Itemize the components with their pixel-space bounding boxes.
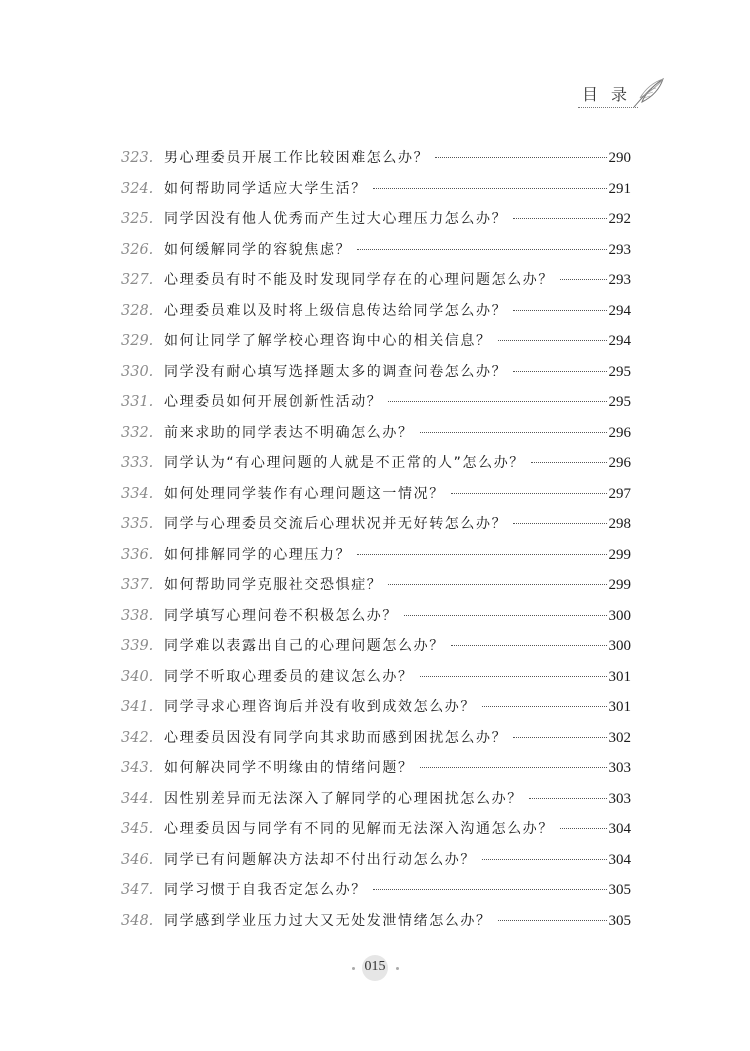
toc-entry[interactable] xyxy=(121,300,631,331)
toc-dot-leader xyxy=(373,188,607,189)
toc-entry-page: 297 xyxy=(608,485,631,502)
toc-entry-number: 333. xyxy=(121,455,154,471)
toc-entry-title: 如何帮助同学克服社交恐惧症？ xyxy=(164,577,383,593)
page-number-dot-right xyxy=(396,967,399,970)
toc-entry-number: 328. xyxy=(121,302,154,319)
toc-dot-leader xyxy=(357,249,606,250)
toc-entry[interactable] xyxy=(121,483,631,514)
toc-entry-title: 如何让同学了解学校心理咨询中心的相关信息？ xyxy=(164,333,492,349)
toc-dot-leader xyxy=(420,432,607,433)
toc-entry-number: 348. xyxy=(121,912,154,929)
toc-dot-leader xyxy=(388,584,606,585)
toc-dot-leader xyxy=(498,340,607,341)
toc-entry-page: 291 xyxy=(608,180,631,197)
toc-dot-leader xyxy=(420,676,607,677)
toc-entry-title: 同学寻求心理咨询后并没有收到成效怎么办？ xyxy=(164,699,476,715)
toc-dot-leader xyxy=(513,523,606,524)
toc-entry-page: 294 xyxy=(608,302,631,319)
toc-entry-page: 303 xyxy=(608,760,631,776)
toc-entry-page: 301 xyxy=(608,668,631,685)
toc-entry-number: 340. xyxy=(121,668,154,685)
toc-entry-title: 心理委员因与同学有不同的见解而无法深入沟通怎么办？ xyxy=(164,821,554,837)
toc-dot-leader xyxy=(388,401,606,402)
toc-entry-page: 292 xyxy=(608,211,631,227)
toc-dot-leader xyxy=(513,371,606,372)
toc-entry-number: 345. xyxy=(121,821,154,837)
toc-entry-page: 305 xyxy=(608,912,631,929)
toc-entry-number: 331. xyxy=(121,394,154,410)
toc-entry-title: 同学已有问题解决方法却不付出行动怎么办？ xyxy=(164,851,476,868)
toc-entry-title: 如何解决同学不明缘由的情绪问题？ xyxy=(164,760,414,776)
toc-entry[interactable] xyxy=(121,147,631,178)
toc-entry-number: 326. xyxy=(121,241,154,258)
toc-entry-page: 296 xyxy=(608,424,631,441)
toc-entry[interactable] xyxy=(121,788,631,819)
toc-dot-leader xyxy=(560,828,607,829)
toc-dot-leader xyxy=(357,554,606,555)
toc-entry-title: 心理委员难以及时将上级信息传达给同学怎么办？ xyxy=(164,302,508,319)
toc-entry-title: 同学习惯于自我否定怎么办？ xyxy=(164,882,367,898)
toc-entry-title: 同学与心理委员交流后心理状况并无好转怎么办？ xyxy=(164,516,508,532)
toc-entry[interactable] xyxy=(121,422,631,453)
toc-entry-number: 324. xyxy=(121,180,154,197)
toc-entry-page: 302 xyxy=(608,729,631,746)
toc-dot-leader xyxy=(529,798,607,799)
toc-entry[interactable] xyxy=(121,208,631,239)
toc-entry-page: 293 xyxy=(608,272,631,288)
toc-entry[interactable] xyxy=(121,818,631,849)
toc-entry-number: 347. xyxy=(121,882,154,898)
toc-entry-title: 如何排解同学的心理压力？ xyxy=(164,546,352,563)
toc-entry-page: 305 xyxy=(608,882,631,898)
toc-entry-title: 因性别差异而无法深入了解同学的心理困扰怎么办？ xyxy=(164,790,523,807)
toc-entry-page: 290 xyxy=(608,150,631,166)
toc-entry-number: 337. xyxy=(121,577,154,593)
toc-dot-leader xyxy=(435,157,606,158)
toc-entry-title: 男心理委员开展工作比较困难怎么办？ xyxy=(164,150,430,166)
toc-entry-page: 293 xyxy=(608,241,631,258)
toc-dot-leader xyxy=(451,645,607,646)
toc-entry[interactable] xyxy=(121,544,631,575)
header-title: 目录 xyxy=(582,85,641,104)
page-header xyxy=(578,76,678,116)
toc-entry[interactable] xyxy=(121,269,631,300)
toc-dot-leader xyxy=(482,859,607,860)
toc-entry[interactable] xyxy=(121,239,631,270)
toc-entry-title: 如何帮助同学适应大学生活？ xyxy=(164,180,367,197)
toc-entry[interactable] xyxy=(121,635,631,666)
toc-entry-title: 同学认为“有心理问题的人就是不正常的人”怎么办？ xyxy=(164,455,525,471)
toc-entry-number: 338. xyxy=(121,607,154,624)
toc-entry-page: 298 xyxy=(608,516,631,532)
toc-dot-leader xyxy=(513,310,606,311)
toc-entry[interactable] xyxy=(121,849,631,880)
toc-dot-leader xyxy=(498,920,607,921)
header-dotted-rule xyxy=(578,107,638,108)
toc-dot-leader xyxy=(420,767,607,768)
toc-entry-number: 330. xyxy=(121,363,154,380)
toc-entry-title: 同学不听取心理委员的建议怎么办？ xyxy=(164,668,414,685)
toc-entry-number: 327. xyxy=(121,272,154,288)
toc-entry[interactable] xyxy=(121,391,631,422)
toc-entry-title: 如何缓解同学的容貌焦虑？ xyxy=(164,241,352,258)
toc-entry-title: 同学难以表露出自己的心理问题怎么办？ xyxy=(164,638,445,654)
toc-entry-number: 343. xyxy=(121,760,154,776)
toc-entry-page: 299 xyxy=(608,577,631,593)
toc-entry-page: 304 xyxy=(608,851,631,868)
toc-entry-page: 300 xyxy=(608,638,631,654)
table-of-contents xyxy=(121,147,631,940)
toc-dot-leader xyxy=(373,889,607,890)
toc-entry-number: 344. xyxy=(121,790,154,807)
toc-entry-title: 同学因没有他人优秀而产生过大心理压力怎么办？ xyxy=(164,211,508,227)
toc-entry-number: 335. xyxy=(121,516,154,532)
page-number: 015 xyxy=(364,959,386,974)
toc-entry-number: 325. xyxy=(121,211,154,227)
toc-entry[interactable] xyxy=(121,696,631,727)
toc-entry-page: 295 xyxy=(608,394,631,410)
toc-dot-leader xyxy=(560,279,607,280)
toc-entry-title: 前来求助的同学表达不明确怎么办？ xyxy=(164,424,414,441)
toc-entry-number: 336. xyxy=(121,546,154,563)
toc-entry-title: 心理委员如何开展创新性活动？ xyxy=(164,394,383,410)
toc-entry-number: 329. xyxy=(121,333,154,349)
toc-entry[interactable] xyxy=(121,910,631,941)
toc-dot-leader xyxy=(531,462,607,463)
toc-entry-number: 323. xyxy=(121,150,154,166)
toc-dot-leader xyxy=(482,706,607,707)
toc-entry-page: 299 xyxy=(608,546,631,563)
toc-entry-page: 296 xyxy=(608,455,631,471)
toc-entry[interactable] xyxy=(121,452,631,483)
toc-entry-number: 332. xyxy=(121,424,154,441)
toc-entry-number: 339. xyxy=(121,638,154,654)
toc-entry[interactable] xyxy=(121,574,631,605)
toc-entry-number: 341. xyxy=(121,699,154,715)
feather-quill-icon xyxy=(630,76,666,110)
toc-dot-leader xyxy=(451,493,607,494)
toc-entry-title: 同学感到学业压力过大又无处发泄情绪怎么办？ xyxy=(164,912,492,929)
toc-entry-number: 346. xyxy=(121,851,154,868)
toc-entry[interactable] xyxy=(121,361,631,392)
toc-entry[interactable] xyxy=(121,757,631,788)
toc-entry[interactable] xyxy=(121,879,631,910)
toc-dot-leader xyxy=(513,737,606,738)
toc-entry-page: 304 xyxy=(608,821,631,837)
toc-entry[interactable] xyxy=(121,727,631,758)
toc-dot-leader xyxy=(404,615,607,616)
toc-entry-title: 同学没有耐心填写选择题太多的调查问卷怎么办？ xyxy=(164,363,508,380)
toc-entry-title: 如何处理同学装作有心理问题这一情况？ xyxy=(164,485,445,502)
toc-entry-page: 294 xyxy=(608,333,631,349)
toc-entry-title: 心理委员因没有同学向其求助而感到困扰怎么办？ xyxy=(164,729,508,746)
toc-entry-number: 334. xyxy=(121,485,154,502)
toc-entry-page: 300 xyxy=(608,607,631,624)
toc-entry-number: 342. xyxy=(121,729,154,746)
toc-entry-title: 同学填写心理问卷不积极怎么办？ xyxy=(164,607,398,624)
toc-entry[interactable] xyxy=(121,666,631,697)
toc-entry[interactable] xyxy=(121,605,631,636)
toc-entry[interactable] xyxy=(121,330,631,361)
toc-entry[interactable] xyxy=(121,178,631,209)
toc-dot-leader xyxy=(513,218,606,219)
toc-entry-page: 295 xyxy=(608,363,631,380)
toc-entry[interactable] xyxy=(121,513,631,544)
toc-entry-title: 心理委员有时不能及时发现同学存在的心理问题怎么办？ xyxy=(164,272,554,288)
toc-entry-page: 303 xyxy=(608,790,631,807)
toc-entry-page: 301 xyxy=(608,699,631,715)
